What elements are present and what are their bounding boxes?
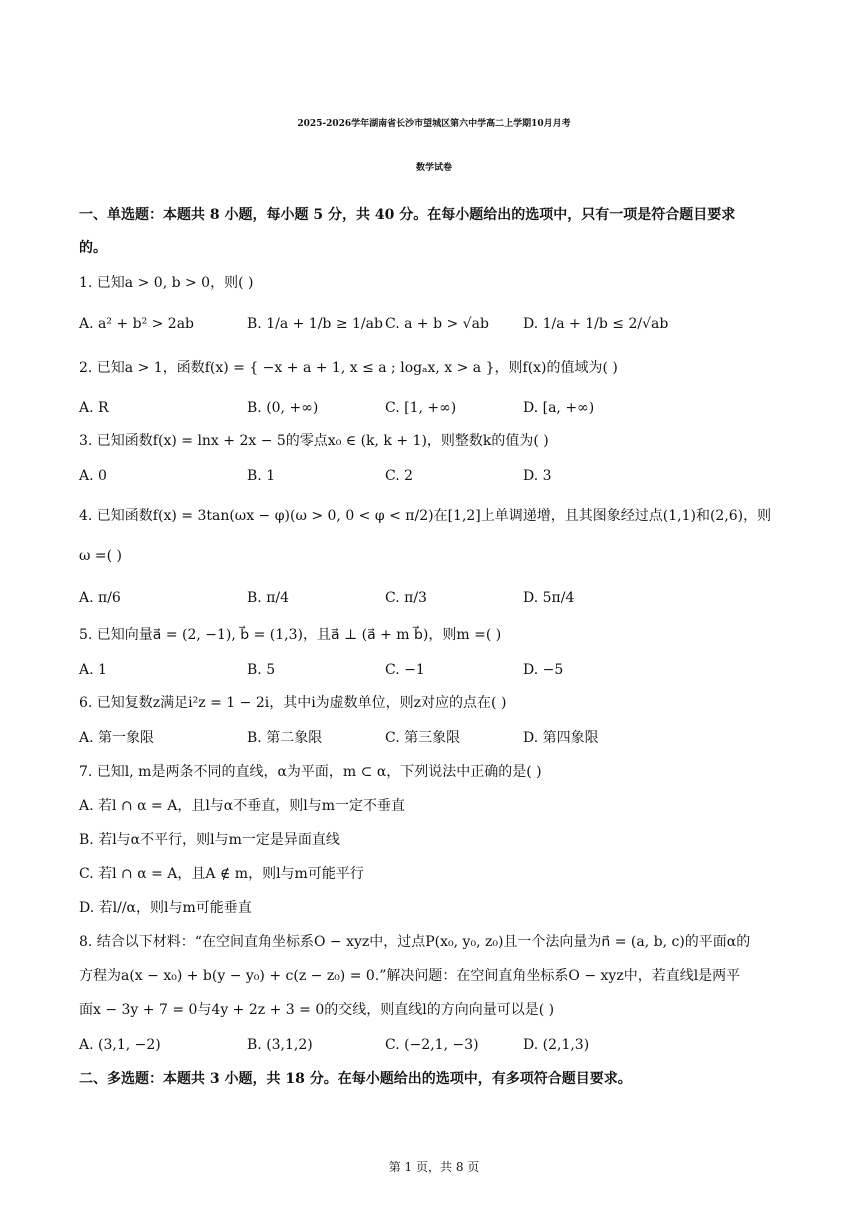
option-a: A. 0	[79, 468, 107, 484]
question-1-options	[79, 313, 799, 335]
option-b: B. 5	[247, 662, 276, 678]
option-a: A. a² + b² > 2ab	[79, 316, 195, 332]
option-c: C. a + b > √ab	[385, 316, 489, 332]
section-heading-continued: 的。	[79, 240, 107, 256]
option-b: B. 1	[247, 468, 276, 484]
option-a: A. π/6	[79, 590, 121, 606]
option-a: A. 第一象限	[79, 730, 155, 746]
question-7-option-d: D. 若l//α，则l与m可能垂直	[79, 900, 252, 916]
section-heading-multi-choice: 二、多选题：本题共 3 小题，共 18 分。在每小题给出的选项中，有多项符合题目要求。	[79, 1071, 632, 1087]
question-7-option-c: C. 若l ∩ α = A，且A ∉ m，则l与m可能平行	[79, 866, 364, 882]
question-6-options	[79, 727, 799, 749]
page-title: 2025-2026学年湖南省长沙市望城区第六中学高二上学期10月月考	[297, 119, 571, 129]
question-4-stem: 4. 已知函数f(x) = 3tan(ωx − φ)(ω > 0, 0 < φ < π/2)在[1,2]上单调递增，且其图象经过点(1,1)和(2,6)，则	[79, 508, 772, 524]
option-d: D. 3	[523, 468, 552, 484]
section-heading-single-choice: 一、单选题：本题共 8 小题，每小题 5 分，共 40 分。在每小题给出的选项中，只有一项是符合题目要求	[79, 207, 736, 223]
option-d: D. (2,1,3)	[523, 1037, 590, 1053]
question-8-options	[79, 1034, 799, 1056]
page-subtitle: 数学试卷	[415, 163, 452, 173]
option-c: C. π/3	[385, 590, 427, 606]
option-c: C. 第三象限	[385, 730, 461, 746]
question-5-stem: 5. 已知向量a⃗ = (2, −1), b⃗ = (1,3)，且a⃗ ⊥ (a⃗ + m b⃗)，则m =( )	[79, 627, 502, 643]
question-8-stem-line3: 面x − 3y + 7 = 0与4y + 2z + 3 = 0的交线，则直线l的方向向量可以是( )	[79, 1002, 555, 1018]
option-d: D. [a, +∞)	[523, 400, 595, 416]
option-c: C. −1	[385, 662, 425, 678]
option-b: B. (0, +∞)	[247, 400, 319, 416]
option-a: A. (3,1, −2)	[79, 1037, 161, 1053]
option-a: A. R	[79, 400, 109, 416]
question-7-option-a: A. 若l ∩ α = A，且l与α不垂直，则l与m一定不垂直	[79, 798, 405, 814]
option-a: A. 1	[79, 662, 107, 678]
option-d: D. 5π/4	[523, 590, 575, 606]
question-5-options	[79, 659, 799, 681]
option-c: C. [1, +∞)	[385, 400, 457, 416]
option-b: B. 第二象限	[247, 730, 323, 746]
question-7-option-b: B. 若l与α不平行，则l与m一定是异面直线	[79, 832, 340, 848]
question-6-stem: 6. 已知复数z满足i²z = 1 − 2i，其中i为虚数单位，则z对应的点在( )	[79, 695, 507, 711]
option-c: C. (−2,1, −3)	[385, 1037, 479, 1053]
option-d: D. 1/a + 1/b ≤ 2/√ab	[523, 316, 669, 332]
option-d: D. −5	[523, 662, 564, 678]
option-b: B. (3,1,2)	[247, 1037, 313, 1053]
option-d: D. 第四象限	[523, 730, 599, 746]
option-c: C. 2	[385, 468, 414, 484]
question-8-stem-line2: 方程为a(x − x₀) + b(y − y₀) + c(z − z₀) = 0.”解决问题：在空间直角坐标系O − xyz中，若直线l是两平	[79, 968, 741, 984]
question-2-stem: 2. 已知a > 1，函数f(x) = { −x + a + 1, x ≤ a ; logₐx, x > a }，则f(x)的值域为( )	[79, 360, 618, 376]
question-4-stem-continued: ω =( )	[79, 548, 122, 564]
question-3-stem: 3. 已知函数f(x) = lnx + 2x − 5的零点x₀ ∈ (k, k + 1)，则整数k的值为( )	[79, 433, 549, 449]
question-8-stem: 8. 结合以下材料：“在空间直角坐标系O − xyz中，过点P(x₀, y₀, z₀)且一个法向量为n⃗ = (a, b, c)的平面α的	[79, 934, 751, 950]
option-b: B. 1/a + 1/b ≥ 1/ab	[247, 316, 383, 332]
question-4-options	[79, 587, 799, 609]
page-footer: 第 1 页，共 8 页	[388, 1160, 480, 1174]
question-3-options	[79, 465, 799, 487]
question-2-options	[79, 397, 799, 419]
question-1-stem: 1. 已知a > 0, b > 0，则( )	[79, 275, 254, 291]
option-b: B. π/4	[247, 590, 290, 606]
question-7-stem: 7. 已知l, m是两条不同的直线，α为平面，m ⊂ α，下列说法中正确的是( )	[79, 764, 542, 780]
